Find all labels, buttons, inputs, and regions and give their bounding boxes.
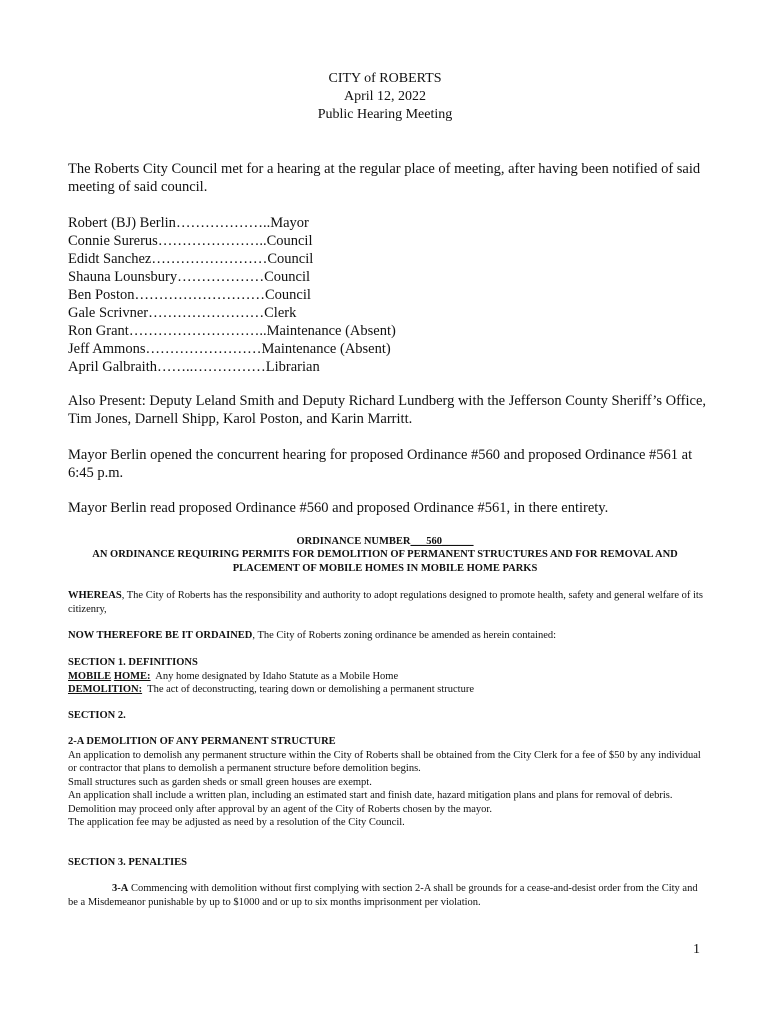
- meeting-date: April 12, 2022: [343, 89, 427, 104]
- roster-row: Ron Grant………………………..Maintenance (Absent): [68, 323, 396, 339]
- attendance-roster: [68, 214, 396, 376]
- roster-row: Gale Scrivner……………………Clerk: [68, 305, 297, 321]
- section-3a: 3-A Commencing with demolition without first complying with section 2-A shall be grounds for a cease-and-desist order from the City and be a Misdemeanor punishable by up to $1000 and or up to six months imprisonment per violation.: [68, 883, 698, 908]
- roster-row: April Galbraith……..……………Librarian: [68, 359, 320, 375]
- roster-row: Jeff Ammons……………………Maintenance (Absent): [68, 341, 391, 357]
- ordinance-title: AN ORDINANCE REQUIRING PERMITS FOR DEMOLITION OF PERMANENT STRUCTURES AND FOR REMOVAL AND PLACEMENT OF MOBILE HOMES IN MOBILE HOME PARKS: [92, 549, 678, 574]
- definition-mobile-home: MOBILE HOME: Any home designated by Idaho Statute as a Mobile Home: [68, 670, 399, 682]
- section-2a-line: Small structures such as garden sheds or small green houses are exempt.: [68, 776, 372, 788]
- section-1-title: SECTION 1. DEFINITIONS: [68, 657, 198, 668]
- section-2a-line: Demolition may proceed only after approval by an agent of the City of Roberts chosen by the mayor.: [68, 803, 492, 815]
- definition-demolition: DEMOLITION: The act of deconstructing, tearing down or demolishing a permanent structure: [68, 684, 475, 695]
- section-2a-title: 2-A DEMOLITION OF ANY PERMANENT STRUCTURE: [68, 736, 336, 747]
- page-number: 1: [693, 942, 700, 957]
- ordinance-number: ORDINANCE NUMBER___560______: [296, 536, 474, 547]
- section-2-title: SECTION 2.: [68, 710, 126, 721]
- section-2a-line: An application to demolish any permanent structure within the City of Roberts shall be obtained from the City Clerk for a fee of $50 by any individual or contractor that plans to demolish a permanent structure before demolition begins.: [68, 749, 701, 774]
- section-3-title: SECTION 3. PENALTIES: [68, 857, 187, 868]
- whereas-clause: WHEREAS, The City of Roberts has the responsibility and authority to adopt regulations designed to promote health, safety and general welfare of its citizenry,: [68, 590, 703, 615]
- section-2a: [68, 735, 708, 830]
- intro-paragraph: The Roberts City Council met for a hearing at the regular place of meeting, after having been notified of said meeting of said council.: [68, 161, 701, 195]
- roster-row: Robert (BJ) Berlin………………..Mayor: [68, 215, 309, 231]
- section-1: [68, 656, 708, 697]
- roster-row: Connie Surerus…………………..Council: [68, 233, 313, 249]
- meeting-type: Public Hearing Meeting: [317, 107, 453, 122]
- roster-row: Edidt Sanchez……………………Council: [68, 251, 314, 267]
- ordinance-read-paragraph: Mayor Berlin read proposed Ordinance #560 and proposed Ordinance #561, in there entirety.: [68, 500, 609, 516]
- section-2a-line: The application fee may be adjusted as need by a resolution of the City Council.: [68, 817, 405, 828]
- hearing-opened-paragraph: Mayor Berlin opened the concurrent hearing for proposed Ordinance #560 and proposed Ordinance #561 at 6:45 p.m.: [68, 447, 693, 481]
- roster-row: Ben Poston………………………Council: [68, 287, 311, 303]
- roster-row: Shauna Lounsbury………………Council: [68, 269, 311, 285]
- section-2a-line: An application shall include a written plan, including an estimated start and finish date, hazard mitigation plans and plans for removal of debris.: [68, 790, 673, 801]
- city-name: CITY of ROBERTS: [328, 71, 442, 86]
- ordained-clause: NOW THEREFORE BE IT ORDAINED, The City of Roberts zoning ordinance be amended as herein contained:: [68, 630, 557, 641]
- document-header: [0, 70, 770, 124]
- also-present-paragraph: Also Present: Deputy Leland Smith and Deputy Richard Lundberg with the Jefferson County Sheriff’s Office, Tim Jones, Darnell Shipp, Karol Poston, and Karin Marritt.: [68, 393, 707, 427]
